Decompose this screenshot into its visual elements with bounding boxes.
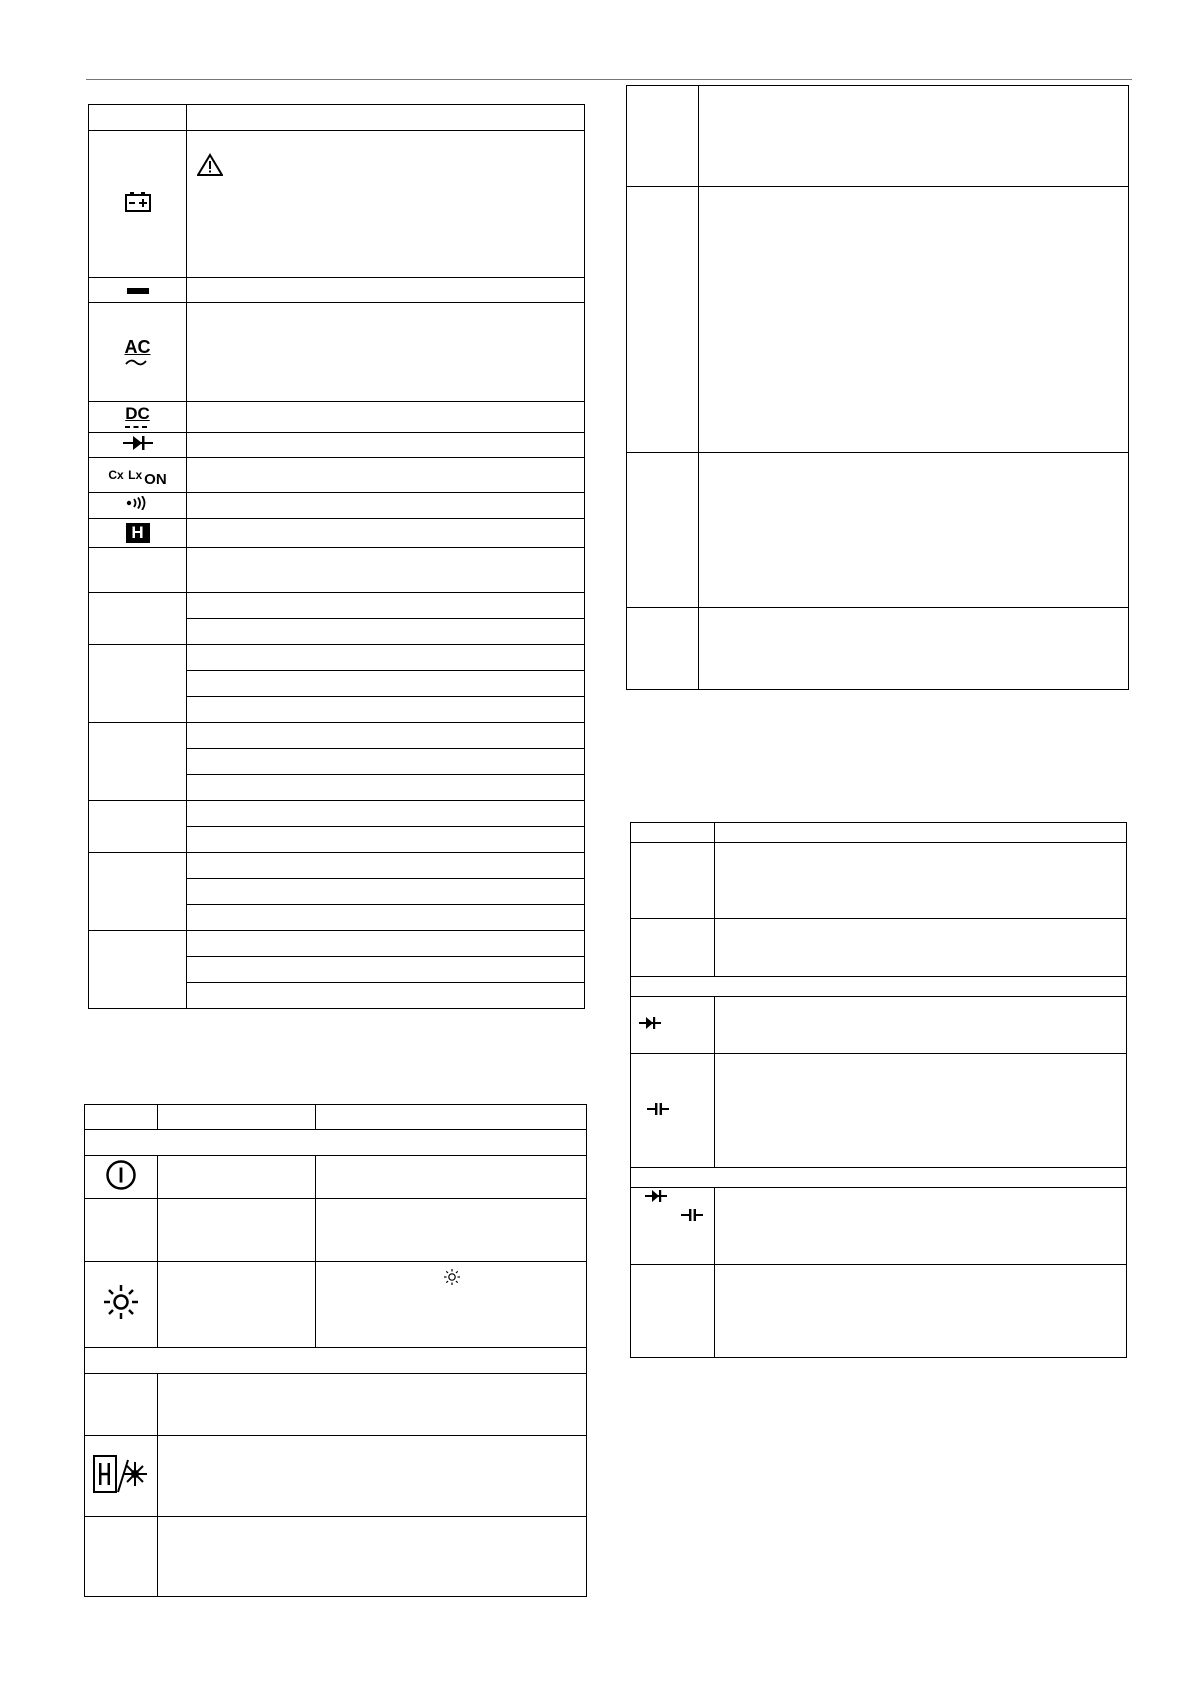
table-row <box>631 843 1127 919</box>
right-top-table <box>626 85 1129 690</box>
table-row <box>85 1156 587 1199</box>
header-rule <box>86 79 1132 80</box>
table-row <box>89 458 585 493</box>
table-header-row <box>89 105 585 131</box>
table-row <box>89 402 585 433</box>
capacitor-icon <box>647 1103 669 1115</box>
capacitor-icon <box>681 1209 714 1221</box>
table-row <box>631 919 1127 977</box>
table-row <box>631 997 1127 1054</box>
table-row <box>631 1188 1127 1265</box>
table-row <box>85 1374 587 1436</box>
table-row <box>89 493 585 519</box>
section-row <box>631 977 1127 997</box>
table-row <box>89 801 585 827</box>
warning-triangle-icon <box>197 153 223 177</box>
table-row <box>627 608 1129 690</box>
cx-label: Cx <box>108 468 124 482</box>
section-row <box>85 1130 587 1156</box>
sound-wave-icon <box>126 496 150 510</box>
on-label: ON <box>144 470 167 488</box>
dc-label: DC <box>125 404 150 423</box>
table-row <box>89 931 585 957</box>
backlight-sun-icon <box>102 1283 140 1321</box>
table-row <box>89 593 585 619</box>
power-icon <box>105 1159 137 1191</box>
lx-label: Lx <box>128 468 143 482</box>
dc-line-icon <box>125 425 150 429</box>
right-bottom-table <box>630 822 1127 1358</box>
section-row <box>85 1348 587 1374</box>
table-row <box>631 1265 1127 1358</box>
table-row <box>89 548 585 593</box>
diode-icon <box>123 436 153 450</box>
table-row <box>89 278 585 303</box>
battery-icon <box>125 192 151 212</box>
table-row <box>85 1199 587 1262</box>
table-row <box>89 303 585 402</box>
table-row <box>627 453 1129 608</box>
table-header-row <box>85 1105 587 1130</box>
table-row <box>89 645 585 671</box>
table-row <box>89 723 585 749</box>
table-row <box>85 1436 587 1517</box>
table-row <box>627 187 1129 453</box>
diode-icon <box>645 1190 714 1202</box>
table-row <box>631 1054 1127 1168</box>
backlight-sun-icon-inline <box>443 1268 461 1286</box>
table-row <box>89 131 585 278</box>
hold-flashlight-icon <box>92 1454 150 1494</box>
diode-icon <box>639 1017 661 1029</box>
section-row <box>631 1168 1127 1188</box>
table-row <box>89 853 585 879</box>
button-table <box>84 1104 587 1597</box>
table-row <box>89 519 585 548</box>
table-header-row <box>631 823 1127 843</box>
ac-wave-icon <box>125 359 151 366</box>
table-row <box>85 1262 587 1348</box>
ac-label: AC <box>124 337 151 357</box>
table-row <box>627 86 1129 187</box>
lcd-symbol-table <box>88 104 585 1009</box>
table-row <box>85 1517 587 1597</box>
table-row <box>89 433 585 458</box>
minus-bar-icon <box>127 288 149 294</box>
hold-icon: H <box>126 523 150 543</box>
